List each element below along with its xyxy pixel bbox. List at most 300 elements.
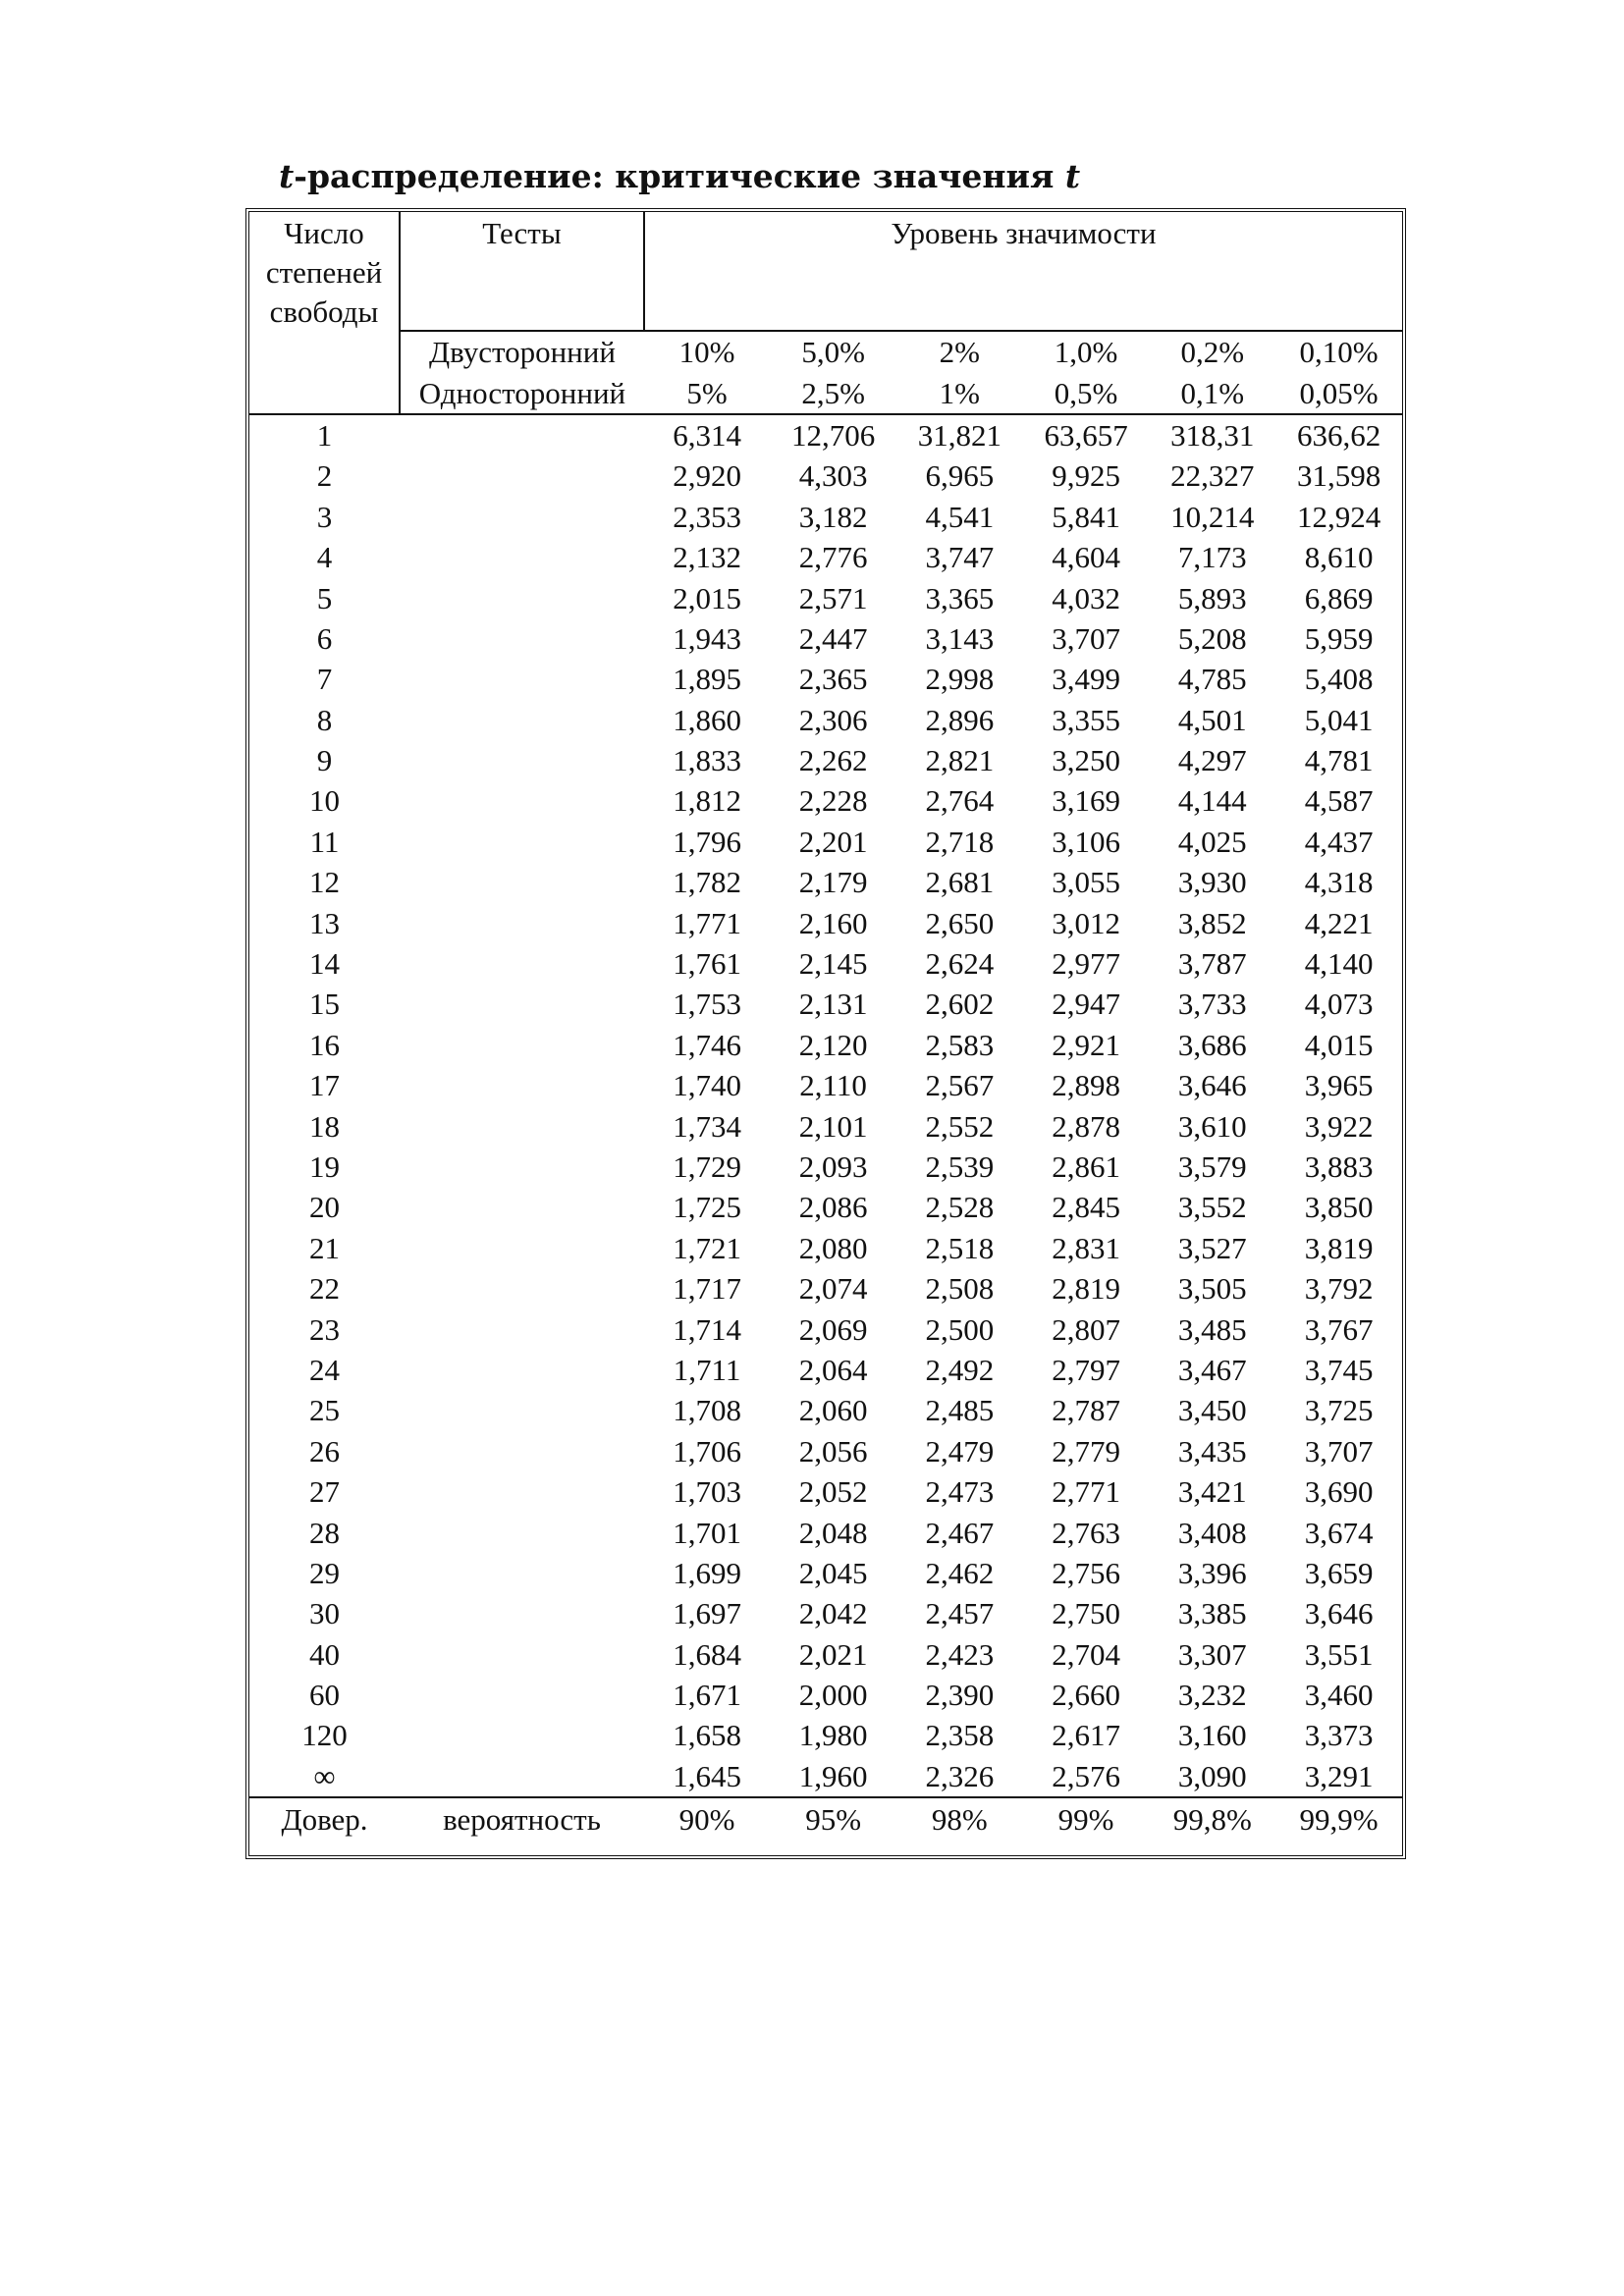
critical-value-cell: 1,761 xyxy=(673,946,741,982)
critical-value-cell: 2,508 xyxy=(925,1271,995,1307)
critical-value-cell: 3,527 xyxy=(1177,1230,1247,1265)
table-row xyxy=(249,740,1402,780)
tests-empty-cell xyxy=(400,902,644,942)
tests-empty-cell xyxy=(400,1431,644,1471)
table-row xyxy=(249,577,1402,617)
critical-value-cell: 3,090 xyxy=(1177,1758,1247,1793)
tests-header: Тесты xyxy=(400,212,644,331)
critical-value-cell: 4,297 xyxy=(1177,743,1247,778)
table-row xyxy=(249,780,1402,821)
critical-value-cell: 3,707 xyxy=(1052,620,1120,656)
critical-value-cell: 3,733 xyxy=(1177,987,1247,1022)
df-cell: 20 xyxy=(309,1190,340,1225)
critical-value-cell: 4,015 xyxy=(1304,1027,1374,1062)
df-cell: 7 xyxy=(316,662,333,697)
critical-value-cell: 12,706 xyxy=(790,417,876,453)
critical-value-cell: 4,140 xyxy=(1304,946,1374,982)
df-cell: 21 xyxy=(309,1230,340,1265)
tests-empty-cell xyxy=(400,1553,644,1593)
confidence-value: 98% xyxy=(896,1797,1023,1842)
tests-empty-cell xyxy=(400,1147,644,1187)
critical-value-cell: 3,725 xyxy=(1304,1393,1374,1428)
critical-value-cell: 3,421 xyxy=(1177,1474,1247,1510)
tests-empty-cell xyxy=(400,455,644,496)
critical-value-cell: 2,467 xyxy=(925,1515,995,1550)
critical-value-cell: 2,624 xyxy=(925,946,995,982)
critical-value-cell: 4,303 xyxy=(798,458,868,494)
critical-value-cell: 2,485 xyxy=(925,1393,995,1428)
critical-value-cell: 1,895 xyxy=(673,662,741,697)
confidence-value: 95% xyxy=(770,1797,896,1842)
critical-value-cell: 1,746 xyxy=(673,1027,741,1062)
critical-value-cell: 2,093 xyxy=(798,1149,868,1184)
critical-value-cell: 2,101 xyxy=(798,1108,868,1144)
critical-value-cell: 4,318 xyxy=(1304,865,1374,900)
critical-value-cell: 3,690 xyxy=(1304,1474,1374,1510)
df-cell: 23 xyxy=(309,1311,340,1347)
table-row xyxy=(249,1350,1402,1390)
df-cell: 60 xyxy=(309,1678,340,1713)
critical-value-cell: 3,169 xyxy=(1052,783,1120,819)
critical-value-cell: 5,959 xyxy=(1304,620,1374,656)
two-sided-label: Двусторонний xyxy=(400,331,644,372)
critical-value-cell: 3,707 xyxy=(1304,1433,1374,1468)
critical-value-cell: 2,539 xyxy=(925,1149,995,1184)
critical-value-cell: 31,821 xyxy=(917,417,1001,453)
confidence-value: 99% xyxy=(1023,1797,1150,1842)
t-distribution-table xyxy=(249,212,1402,1842)
critical-value-cell: 2,896 xyxy=(925,702,995,737)
tests-empty-cell xyxy=(400,1471,644,1512)
critical-value-cell: 2,763 xyxy=(1052,1515,1120,1550)
title-text: -распределение: критические значения xyxy=(294,157,1065,195)
df-cell: 11 xyxy=(309,824,340,859)
confidence-label-1: Довер. xyxy=(249,1797,400,1842)
tests-empty-cell xyxy=(400,700,644,740)
tests-empty-cell xyxy=(400,1187,644,1227)
critical-value-cell: 3,232 xyxy=(1177,1678,1247,1713)
critical-value-cell: 3,505 xyxy=(1177,1271,1247,1307)
df-cell: 2 xyxy=(316,458,333,494)
table-row xyxy=(249,618,1402,659)
critical-value-cell: 4,501 xyxy=(1177,702,1247,737)
critical-value-cell: 2,086 xyxy=(798,1190,868,1225)
critical-value-cell: 6,869 xyxy=(1304,580,1374,615)
critical-value-cell: 1,753 xyxy=(673,987,741,1022)
table-row xyxy=(249,984,1402,1024)
critical-value-cell: 2,080 xyxy=(798,1230,868,1265)
table-row xyxy=(249,1512,1402,1552)
critical-value-cell: 2,021 xyxy=(798,1636,868,1672)
critical-value-cell: 5,041 xyxy=(1304,702,1374,737)
two-sided-value: 1,0% xyxy=(1054,335,1118,370)
critical-value-cell: 3,250 xyxy=(1052,743,1120,778)
critical-value-cell: 1,771 xyxy=(673,905,741,940)
tests-empty-cell xyxy=(400,1756,644,1797)
critical-value-cell: 5,893 xyxy=(1177,580,1247,615)
critical-value-cell: 3,396 xyxy=(1177,1555,1247,1590)
table-row xyxy=(249,1308,1402,1349)
tests-empty-cell xyxy=(400,1390,644,1430)
critical-value-cell: 1,796 xyxy=(673,824,741,859)
one-sided-value: 0,5% xyxy=(1023,372,1150,413)
df-cell: 15 xyxy=(309,987,340,1022)
df-cell: 17 xyxy=(309,1068,340,1103)
confidence-row xyxy=(249,1797,1402,1842)
critical-value-cell: 2,306 xyxy=(798,702,868,737)
df-cell: 13 xyxy=(309,905,340,940)
table-row xyxy=(249,943,1402,984)
critical-value-cell: 2,228 xyxy=(798,783,868,819)
critical-value-cell: 2,583 xyxy=(925,1027,995,1062)
tests-empty-cell xyxy=(400,740,644,780)
critical-value-cell: 4,032 xyxy=(1052,580,1120,615)
critical-value-cell: 1,812 xyxy=(673,783,741,819)
two-sided-value: 5,0% xyxy=(801,335,865,370)
tests-empty-cell xyxy=(400,618,644,659)
critical-value-cell: 2,052 xyxy=(798,1474,868,1510)
critical-value-cell: 1,645 xyxy=(673,1758,741,1793)
critical-value-cell: 2,462 xyxy=(925,1555,995,1590)
critical-value-cell: 1,699 xyxy=(673,1555,741,1590)
tests-empty-cell xyxy=(400,1715,644,1755)
critical-value-cell: 3,686 xyxy=(1177,1027,1247,1062)
critical-value-cell: 3,819 xyxy=(1304,1230,1374,1265)
one-sided-row xyxy=(249,372,1402,413)
table-row xyxy=(249,1228,1402,1268)
df-cell: 27 xyxy=(309,1474,340,1510)
confidence-value: 99,8% xyxy=(1149,1797,1275,1842)
critical-value-cell: 4,781 xyxy=(1304,743,1374,778)
critical-value-cell: 7,173 xyxy=(1177,540,1247,575)
critical-value-cell: 2,179 xyxy=(798,865,868,900)
tests-empty-cell xyxy=(400,1268,644,1308)
critical-value-cell: 3,883 xyxy=(1304,1149,1374,1184)
critical-value-cell: 2,845 xyxy=(1052,1190,1120,1225)
critical-value-cell: 2,787 xyxy=(1052,1393,1120,1428)
critical-value-cell: 2,145 xyxy=(798,946,868,982)
critical-value-cell: 2,947 xyxy=(1052,987,1120,1022)
critical-value-cell: 2,045 xyxy=(798,1555,868,1590)
df-label-line: свободы xyxy=(269,294,379,329)
critical-value-cell: 2,776 xyxy=(798,540,868,575)
df-cell: 4 xyxy=(316,540,333,575)
table-row xyxy=(249,822,1402,862)
critical-value-cell: 3,160 xyxy=(1177,1718,1247,1753)
tests-empty-cell xyxy=(400,943,644,984)
critical-value-cell: 2,262 xyxy=(798,743,868,778)
critical-value-cell: 10,214 xyxy=(1170,499,1255,534)
header-row-top xyxy=(249,212,1402,331)
table-row xyxy=(249,1431,1402,1471)
critical-value-cell: 2,390 xyxy=(925,1678,995,1713)
critical-value-cell: 1,943 xyxy=(673,620,741,656)
critical-value-cell: 9,925 xyxy=(1052,458,1120,494)
critical-value-cell: 3,850 xyxy=(1304,1190,1374,1225)
critical-value-cell: 4,604 xyxy=(1052,540,1120,575)
df-cell: 10 xyxy=(309,783,340,819)
critical-value-cell: 2,602 xyxy=(925,987,995,1022)
critical-value-cell: 3,106 xyxy=(1052,824,1120,859)
tests-empty-cell xyxy=(400,862,644,902)
critical-value-cell: 2,650 xyxy=(925,905,995,940)
critical-value-cell: 2,042 xyxy=(798,1596,868,1631)
critical-value-cell: 1,960 xyxy=(798,1758,868,1793)
tests-empty-cell xyxy=(400,1512,644,1552)
critical-value-cell: 2,878 xyxy=(1052,1108,1120,1144)
critical-value-cell: 2,015 xyxy=(673,580,741,615)
tests-empty-cell xyxy=(400,1634,644,1675)
critical-value-cell: 3,551 xyxy=(1304,1636,1374,1672)
tests-empty-cell xyxy=(400,497,644,537)
critical-value-cell: 4,025 xyxy=(1177,824,1247,859)
two-sided-row xyxy=(249,331,1402,372)
tests-empty-cell xyxy=(400,984,644,1024)
critical-value-cell: 3,747 xyxy=(925,540,995,575)
tests-empty-cell xyxy=(400,1228,644,1268)
one-sided-value: 0,05% xyxy=(1275,372,1402,413)
critical-value-cell: 2,423 xyxy=(925,1636,995,1672)
tests-empty-cell xyxy=(400,1105,644,1146)
critical-value-cell: 2,069 xyxy=(798,1311,868,1347)
critical-value-cell: 3,767 xyxy=(1304,1311,1374,1347)
tests-empty-cell xyxy=(400,780,644,821)
df-cell: 6 xyxy=(316,620,333,656)
confidence-label-2: вероятность xyxy=(400,1797,644,1842)
critical-value-cell: 3,792 xyxy=(1304,1271,1374,1307)
df-cell: 16 xyxy=(309,1027,340,1062)
critical-value-cell: 2,120 xyxy=(798,1027,868,1062)
critical-value-cell: 2,576 xyxy=(1052,1758,1120,1793)
critical-value-cell: 1,740 xyxy=(673,1068,741,1103)
critical-value-cell: 8,610 xyxy=(1304,540,1374,575)
confidence-value: 90% xyxy=(644,1797,770,1842)
df-cell: 40 xyxy=(309,1636,340,1672)
two-sided-value: 10% xyxy=(678,335,735,370)
critical-value-cell: 2,326 xyxy=(925,1758,995,1793)
table-row xyxy=(249,1634,1402,1675)
critical-value-cell: 63,657 xyxy=(1044,417,1128,453)
critical-value-cell: 12,924 xyxy=(1296,499,1381,534)
critical-value-cell: 3,922 xyxy=(1304,1108,1374,1144)
critical-value-cell: 2,048 xyxy=(798,1515,868,1550)
critical-value-cell: 31,598 xyxy=(1296,458,1381,494)
critical-value-cell: 3,450 xyxy=(1177,1393,1247,1428)
critical-value-cell: 1,833 xyxy=(673,743,741,778)
df-cell: 8 xyxy=(316,702,333,737)
tests-empty-cell xyxy=(400,822,644,862)
title-variable: t xyxy=(279,157,295,195)
critical-value-cell: 2,571 xyxy=(798,580,868,615)
one-sided-value: 2,5% xyxy=(770,372,896,413)
critical-value-cell: 2,473 xyxy=(925,1474,995,1510)
critical-value-cell: 3,408 xyxy=(1177,1515,1247,1550)
critical-value-cell: 2,110 xyxy=(799,1068,867,1103)
critical-value-cell: 2,500 xyxy=(925,1311,995,1347)
critical-value-cell: 2,898 xyxy=(1052,1068,1120,1103)
critical-value-cell: 2,064 xyxy=(798,1352,868,1387)
df-cell: 14 xyxy=(309,946,340,982)
critical-value-cell: 1,708 xyxy=(673,1393,741,1428)
critical-value-cell: 3,646 xyxy=(1177,1068,1247,1103)
critical-value-cell: 5,841 xyxy=(1052,499,1120,534)
df-cell: 1 xyxy=(316,417,333,453)
critical-value-cell: 2,779 xyxy=(1052,1433,1120,1468)
two-sided-value: 0,10% xyxy=(1299,335,1379,370)
critical-value-cell: 3,674 xyxy=(1304,1515,1374,1550)
critical-value-cell: 2,447 xyxy=(798,620,868,656)
critical-value-cell: 1,782 xyxy=(673,865,741,900)
critical-value-cell: 2,681 xyxy=(925,865,995,900)
critical-value-cell: 2,921 xyxy=(1052,1027,1120,1062)
critical-value-cell: 3,385 xyxy=(1177,1596,1247,1631)
table-row xyxy=(249,497,1402,537)
df-cell: 9 xyxy=(316,743,333,778)
critical-value-cell: 1,703 xyxy=(673,1474,741,1510)
critical-value-cell: 2,764 xyxy=(925,783,995,819)
df-cell: 30 xyxy=(309,1596,340,1631)
critical-value-cell: 2,617 xyxy=(1052,1718,1120,1753)
critical-value-cell: 1,697 xyxy=(673,1596,741,1631)
df-cell: 24 xyxy=(309,1352,340,1387)
critical-value-cell: 1,684 xyxy=(673,1636,741,1672)
critical-value-cell: 2,060 xyxy=(798,1393,868,1428)
critical-value-cell: 4,785 xyxy=(1177,662,1247,697)
df-label-line: степеней xyxy=(265,255,383,290)
critical-value-cell: 2,977 xyxy=(1052,946,1120,982)
critical-value-cell: 3,467 xyxy=(1177,1352,1247,1387)
critical-value-cell: 3,745 xyxy=(1304,1352,1374,1387)
critical-value-cell: 1,658 xyxy=(673,1718,741,1753)
critical-value-cell: 3,012 xyxy=(1052,905,1120,940)
tests-empty-cell xyxy=(400,1350,644,1390)
critical-value-cell: 318,31 xyxy=(1170,417,1255,453)
table-row xyxy=(249,1553,1402,1593)
critical-value-cell: 3,646 xyxy=(1304,1596,1374,1631)
critical-value-cell: 2,704 xyxy=(1052,1636,1120,1672)
critical-value-cell: 1,711 xyxy=(673,1352,741,1387)
tests-empty-cell xyxy=(400,1308,644,1349)
critical-value-cell: 1,701 xyxy=(673,1515,741,1550)
two-sided-value: 0,2% xyxy=(1180,335,1245,370)
critical-value-cell: 2,660 xyxy=(1052,1678,1120,1713)
two-sided-value: 2% xyxy=(939,335,980,370)
critical-value-cell: 3,307 xyxy=(1177,1636,1247,1672)
title-variable-2: t xyxy=(1064,157,1081,195)
critical-value-cell: 3,460 xyxy=(1304,1678,1374,1713)
critical-value-cell: 2,920 xyxy=(673,458,741,494)
df-cell: 26 xyxy=(309,1433,340,1468)
critical-value-cell: 2,132 xyxy=(673,540,741,575)
critical-value-cell: 4,437 xyxy=(1304,824,1374,859)
table-row xyxy=(249,1268,1402,1308)
critical-value-cell: 2,750 xyxy=(1052,1596,1120,1631)
critical-value-cell: 2,201 xyxy=(798,824,868,859)
critical-value-cell: 1,714 xyxy=(673,1311,741,1347)
critical-value-cell: 2,718 xyxy=(925,824,995,859)
critical-value-cell: 1,706 xyxy=(673,1433,741,1468)
one-sided-value: 5% xyxy=(644,372,770,413)
page-title xyxy=(279,157,1080,195)
one-sided-value: 0,1% xyxy=(1149,372,1275,413)
critical-value-cell: 3,552 xyxy=(1177,1190,1247,1225)
critical-value-cell: 2,131 xyxy=(798,987,868,1022)
critical-value-cell: 3,852 xyxy=(1177,905,1247,940)
df-cell: 5 xyxy=(316,580,333,615)
tests-empty-cell xyxy=(400,1593,644,1633)
critical-value-cell: 2,756 xyxy=(1052,1555,1120,1590)
df-cell: 28 xyxy=(309,1515,340,1550)
df-cell: 22 xyxy=(309,1271,340,1307)
table-row xyxy=(249,659,1402,699)
significance-level-header: Уровень значимости xyxy=(644,212,1402,331)
critical-value-cell: 3,291 xyxy=(1304,1758,1374,1793)
table-row xyxy=(249,1065,1402,1105)
critical-value-cell: 2,365 xyxy=(798,662,868,697)
critical-value-cell: 3,579 xyxy=(1177,1149,1247,1184)
critical-value-cell: 1,980 xyxy=(798,1718,868,1753)
critical-value-cell: 2,807 xyxy=(1052,1311,1120,1347)
critical-value-cell: 5,408 xyxy=(1304,662,1374,697)
critical-value-cell: 2,160 xyxy=(798,905,868,940)
critical-value-cell: 1,860 xyxy=(673,702,741,737)
table-row xyxy=(249,455,1402,496)
critical-value-cell: 2,552 xyxy=(925,1108,995,1144)
critical-value-cell: 2,457 xyxy=(925,1596,995,1631)
critical-value-cell: 2,819 xyxy=(1052,1271,1120,1307)
table-row xyxy=(249,1593,1402,1633)
critical-value-cell: 3,965 xyxy=(1304,1068,1374,1103)
tests-empty-cell xyxy=(400,1025,644,1065)
critical-value-cell: 3,055 xyxy=(1052,865,1120,900)
critical-value-cell: 1,721 xyxy=(673,1230,741,1265)
table-row xyxy=(249,700,1402,740)
table-row xyxy=(249,862,1402,902)
critical-value-cell: 3,373 xyxy=(1304,1718,1374,1753)
critical-value-cell: 2,353 xyxy=(673,499,741,534)
one-sided-value: 1% xyxy=(896,372,1023,413)
critical-value-cell: 3,499 xyxy=(1052,662,1120,697)
critical-value-cell: 4,073 xyxy=(1304,987,1374,1022)
df-cell: 3 xyxy=(316,499,333,534)
critical-value-cell: 1,729 xyxy=(673,1149,741,1184)
table-row xyxy=(249,902,1402,942)
critical-value-cell: 2,567 xyxy=(925,1068,995,1103)
critical-value-cell: 2,518 xyxy=(925,1230,995,1265)
critical-value-cell: 3,930 xyxy=(1177,865,1247,900)
tests-empty-cell xyxy=(400,659,644,699)
critical-value-cell: 3,143 xyxy=(925,620,995,656)
critical-value-cell: 6,965 xyxy=(925,458,995,494)
critical-value-cell: 2,479 xyxy=(925,1433,995,1468)
critical-value-cell: 22,327 xyxy=(1170,458,1255,494)
critical-value-cell: 1,671 xyxy=(673,1678,741,1713)
table-row xyxy=(249,1025,1402,1065)
critical-value-cell: 2,861 xyxy=(1052,1149,1120,1184)
table-row xyxy=(249,537,1402,577)
critical-value-cell: 2,821 xyxy=(925,743,995,778)
critical-value-cell: 2,831 xyxy=(1052,1230,1120,1265)
critical-value-cell: 1,717 xyxy=(673,1271,741,1307)
critical-value-cell: 6,314 xyxy=(673,417,741,453)
table-row xyxy=(249,1187,1402,1227)
df-cell: 19 xyxy=(309,1149,340,1184)
critical-value-cell: 2,528 xyxy=(925,1190,995,1225)
critical-value-cell: 1,725 xyxy=(673,1190,741,1225)
critical-value-cell: 2,074 xyxy=(798,1271,868,1307)
critical-value-cell: 3,659 xyxy=(1304,1555,1374,1590)
critical-value-cell: 636,62 xyxy=(1296,417,1381,453)
